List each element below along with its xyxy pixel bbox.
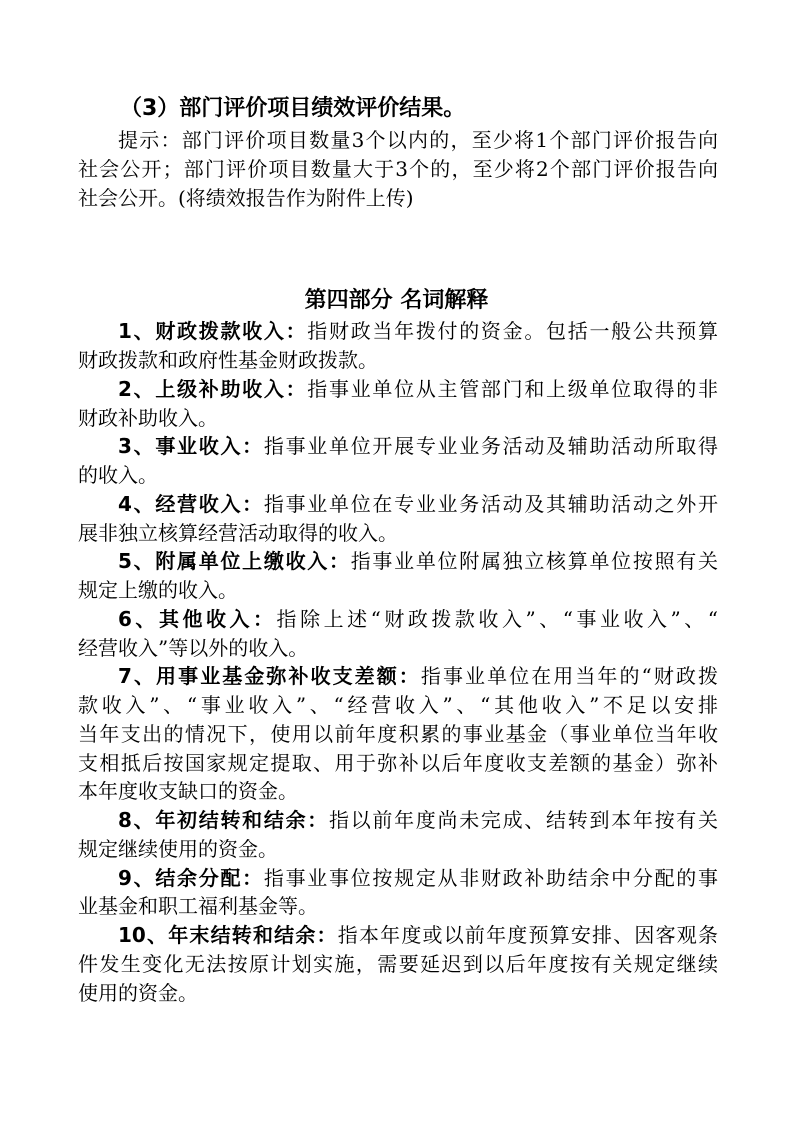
definition-item xyxy=(118,548,718,574)
definition-line: 使用的资金。 xyxy=(78,981,198,1005)
definition-line: 展非独立核算经营活动取得的收入。 xyxy=(78,521,398,545)
definition-line: 支相抵后按国家规定提取、用于弥补以后年度收支差额的基金）弥补 xyxy=(78,751,718,775)
definition-item xyxy=(118,663,718,689)
definition-term: 8、年初结转和结余： xyxy=(118,808,329,832)
definition-item xyxy=(118,606,718,632)
definition-text: 指财政当年拨付的资金。包括一般公共预算 xyxy=(307,319,718,343)
definition-text: 指事业单位开展专业业务活动及辅助活动所取得 xyxy=(263,434,719,458)
definition-text: 指事业单位从主管部门和上级单位取得的非 xyxy=(307,377,718,401)
definition-term: 7、用事业基金弥补收支差额： xyxy=(118,664,421,688)
definition-line: 件发生变化无法按原计划实施，需要延迟到以后年度按有关规定继续 xyxy=(78,952,718,976)
definition-line: 财政拨款和政府性基金财政拨款。 xyxy=(78,348,378,372)
definition-line: 本年度收支缺口的资金。 xyxy=(78,779,298,803)
definition-term: 3、事业收入： xyxy=(118,434,264,458)
definition-term: 9、结余分配： xyxy=(118,866,264,890)
definition-item xyxy=(118,433,718,459)
definition-term: 10、年末结转和结余： xyxy=(118,923,338,947)
definition-line: 经营收入”等以外的收入。 xyxy=(78,636,309,660)
definition-text: 指本年度或以前年度预算安排、因客观条 xyxy=(337,923,718,947)
definition-text: 指以前年度尚未完成、结转到本年按有关 xyxy=(328,808,718,832)
definition-item xyxy=(118,491,718,517)
definition-term: 4、经营收入： xyxy=(118,492,264,516)
hint-line: 提示：部门评价项目数量3个以内的，至少将1个部门评价报告向 xyxy=(118,128,718,152)
definition-line: 的收入。 xyxy=(78,463,158,487)
definition-text: 指除上述“财政拨款收入”、“事业收入”、“ xyxy=(276,607,719,631)
definition-line: 规定上缴的收入。 xyxy=(78,578,238,602)
part-title: 第四部分 名词解释 xyxy=(304,288,489,313)
section-heading: （3）部门评价项目绩效评价结果。 xyxy=(120,96,466,121)
definition-item xyxy=(118,922,718,948)
definition-line: 款收入”、“事业收入”、“经营收入”、“其他收入”不足以安排 xyxy=(78,693,718,717)
definition-line: 当年支出的情况下，使用以前年度积累的事业基金（事业单位当年收 xyxy=(78,722,718,746)
definition-item xyxy=(118,376,718,402)
definition-text: 指事业单位附属独立核算单位按照有关 xyxy=(350,549,719,573)
definition-line: 业基金和职工福利基金等。 xyxy=(78,894,318,918)
definition-term: 2、上级补助收入： xyxy=(118,377,308,401)
definition-text: 指事业事位按规定从非财政补助结余中分配的事 xyxy=(263,866,719,890)
definition-item xyxy=(118,318,718,344)
definition-item xyxy=(118,807,718,833)
definition-line: 规定继续使用的资金。 xyxy=(78,837,278,861)
definition-term: 5、附属单位上缴收入： xyxy=(118,549,351,573)
definition-term: 1、财政拨款收入： xyxy=(118,319,308,343)
definition-item xyxy=(118,865,718,891)
definition-line: 财政补助收入。 xyxy=(78,406,218,430)
definition-term: 6、其他收入： xyxy=(118,607,277,631)
definition-text: 指事业单位在专业业务活动及其辅助活动之外开 xyxy=(263,492,719,516)
hint-line: 社会公开。(将绩效报告作为附件上传) xyxy=(78,186,414,210)
hint-line: 社会公开；部门评价项目数量大于3个的，至少将2个部门评价报告向 xyxy=(78,157,718,181)
definition-text: 指事业单位在用当年的“财政拨 xyxy=(420,664,718,688)
